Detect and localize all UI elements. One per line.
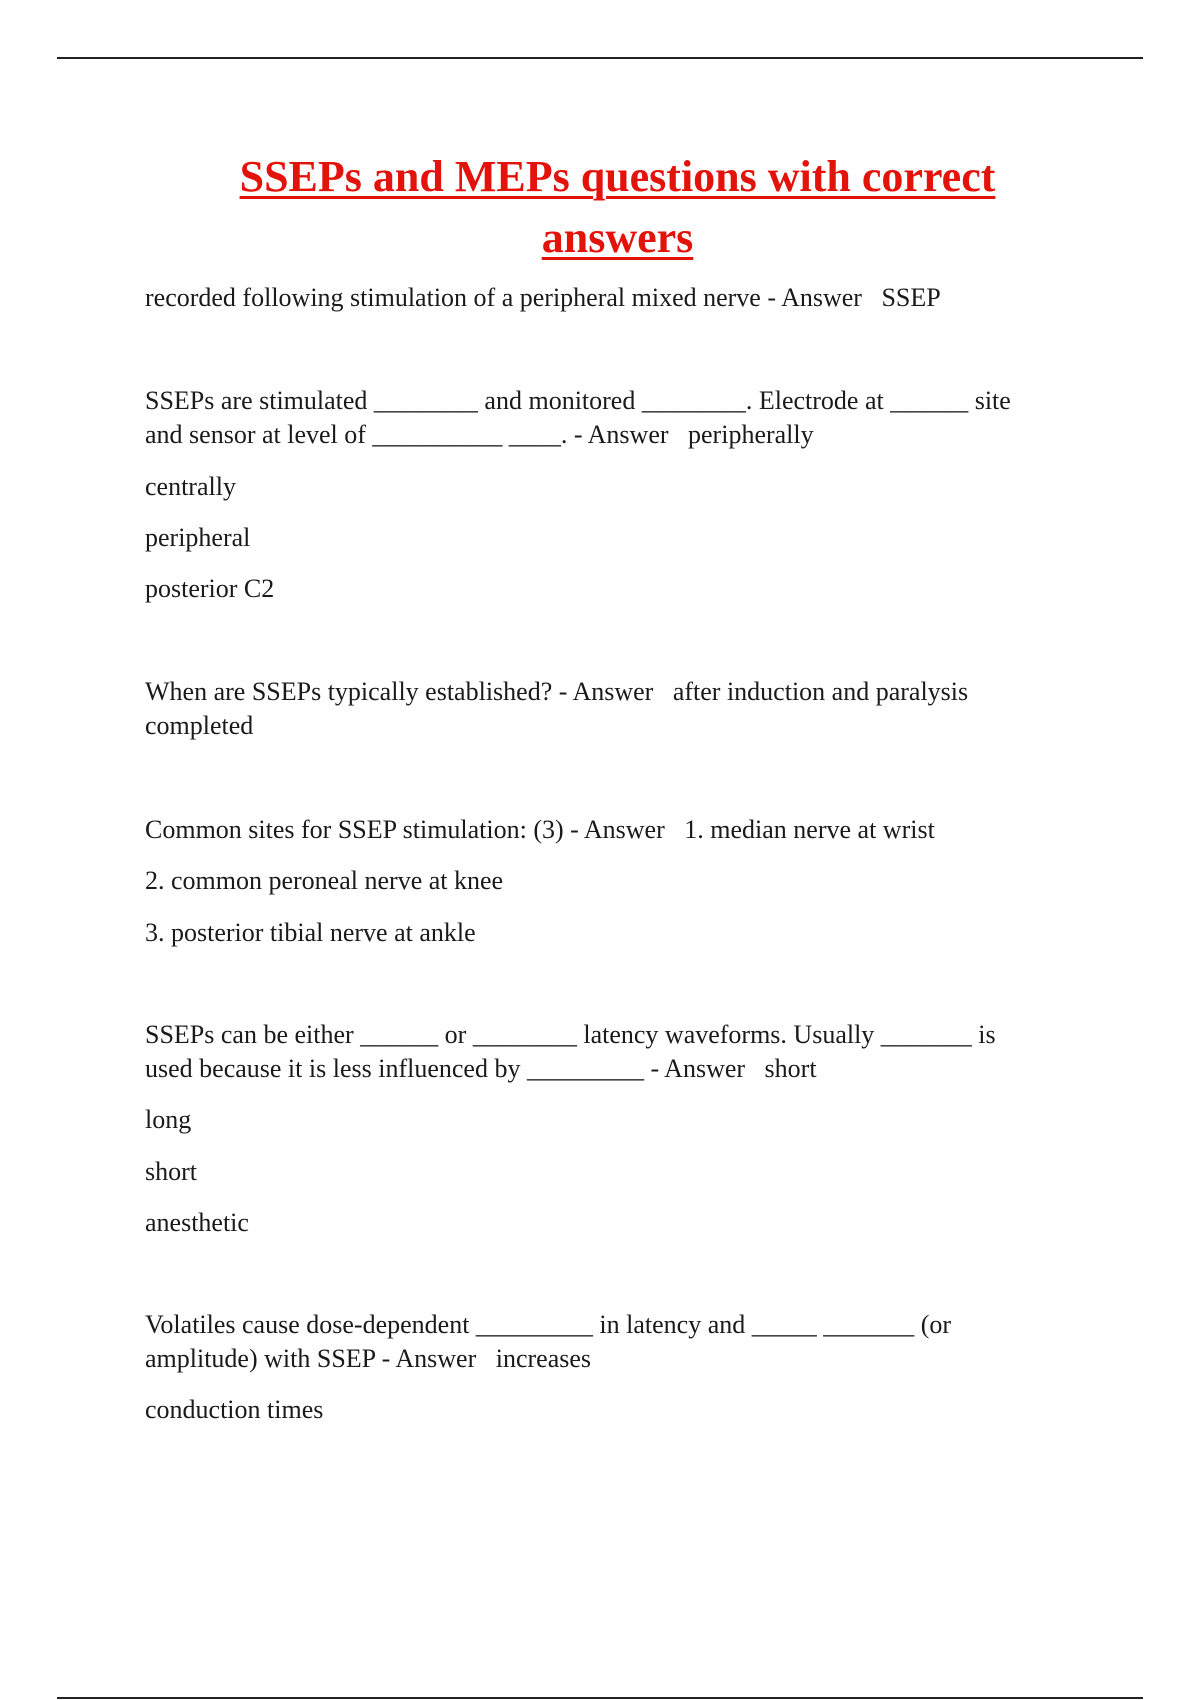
- page-title: [145, 146, 1090, 268]
- qa-5-question-line-1: SSEPs can be either ______ or ________ latency waveforms. Usually _______ is: [145, 1020, 996, 1049]
- qa-2-answer-line-1: centrally: [145, 472, 236, 501]
- page-top-rule: [57, 57, 1143, 59]
- title-line-1: SSEPs and MEPs questions with correct: [239, 152, 996, 201]
- qa-4-answer-line-2: 3. posterior tibial nerve at ankle: [145, 918, 476, 947]
- qa-6-question-line-2: amplitude) with SSEP - Answer increases: [145, 1344, 592, 1373]
- qa-5-answer-line-3: anesthetic: [145, 1208, 249, 1237]
- qa-1-question: recorded following stimulation of a peripheral mixed nerve - Answer SSEP: [145, 283, 941, 312]
- qa-4-question: Common sites for SSEP stimulation: (3) - Answer 1. median nerve at wrist: [145, 815, 935, 844]
- qa-5-question-line-2: used because it is less influenced by _________ - Answer short: [145, 1054, 817, 1083]
- title-line-2: answers: [541, 213, 694, 262]
- qa-2-answer-line-2: peripheral: [145, 523, 251, 552]
- qa-2-answer-line-3: posterior C2: [145, 574, 275, 603]
- page-bottom-rule: [57, 1697, 1143, 1699]
- qa-2-question-line-2: and sensor at level of __________ ____. - Answer peripherally: [145, 420, 814, 449]
- qa-2-question-line-1: SSEPs are stimulated ________ and monitored ________. Electrode at ______ site: [145, 386, 1011, 415]
- qa-6-answer-line-1: conduction times: [145, 1395, 324, 1424]
- qa-4-answer-line-1: 2. common peroneal nerve at knee: [145, 866, 504, 895]
- qa-3-question-line-2: completed: [145, 711, 254, 740]
- qa-6-question-line-1: Volatiles cause dose-dependent _________ in latency and _____ _______ (or: [145, 1310, 952, 1339]
- qa-5-answer-line-2: short: [145, 1157, 197, 1186]
- qa-5-answer-line-1: long: [145, 1105, 192, 1134]
- qa-3-question-line-1: When are SSEPs typically established? - Answer after induction and paralysis: [145, 677, 969, 706]
